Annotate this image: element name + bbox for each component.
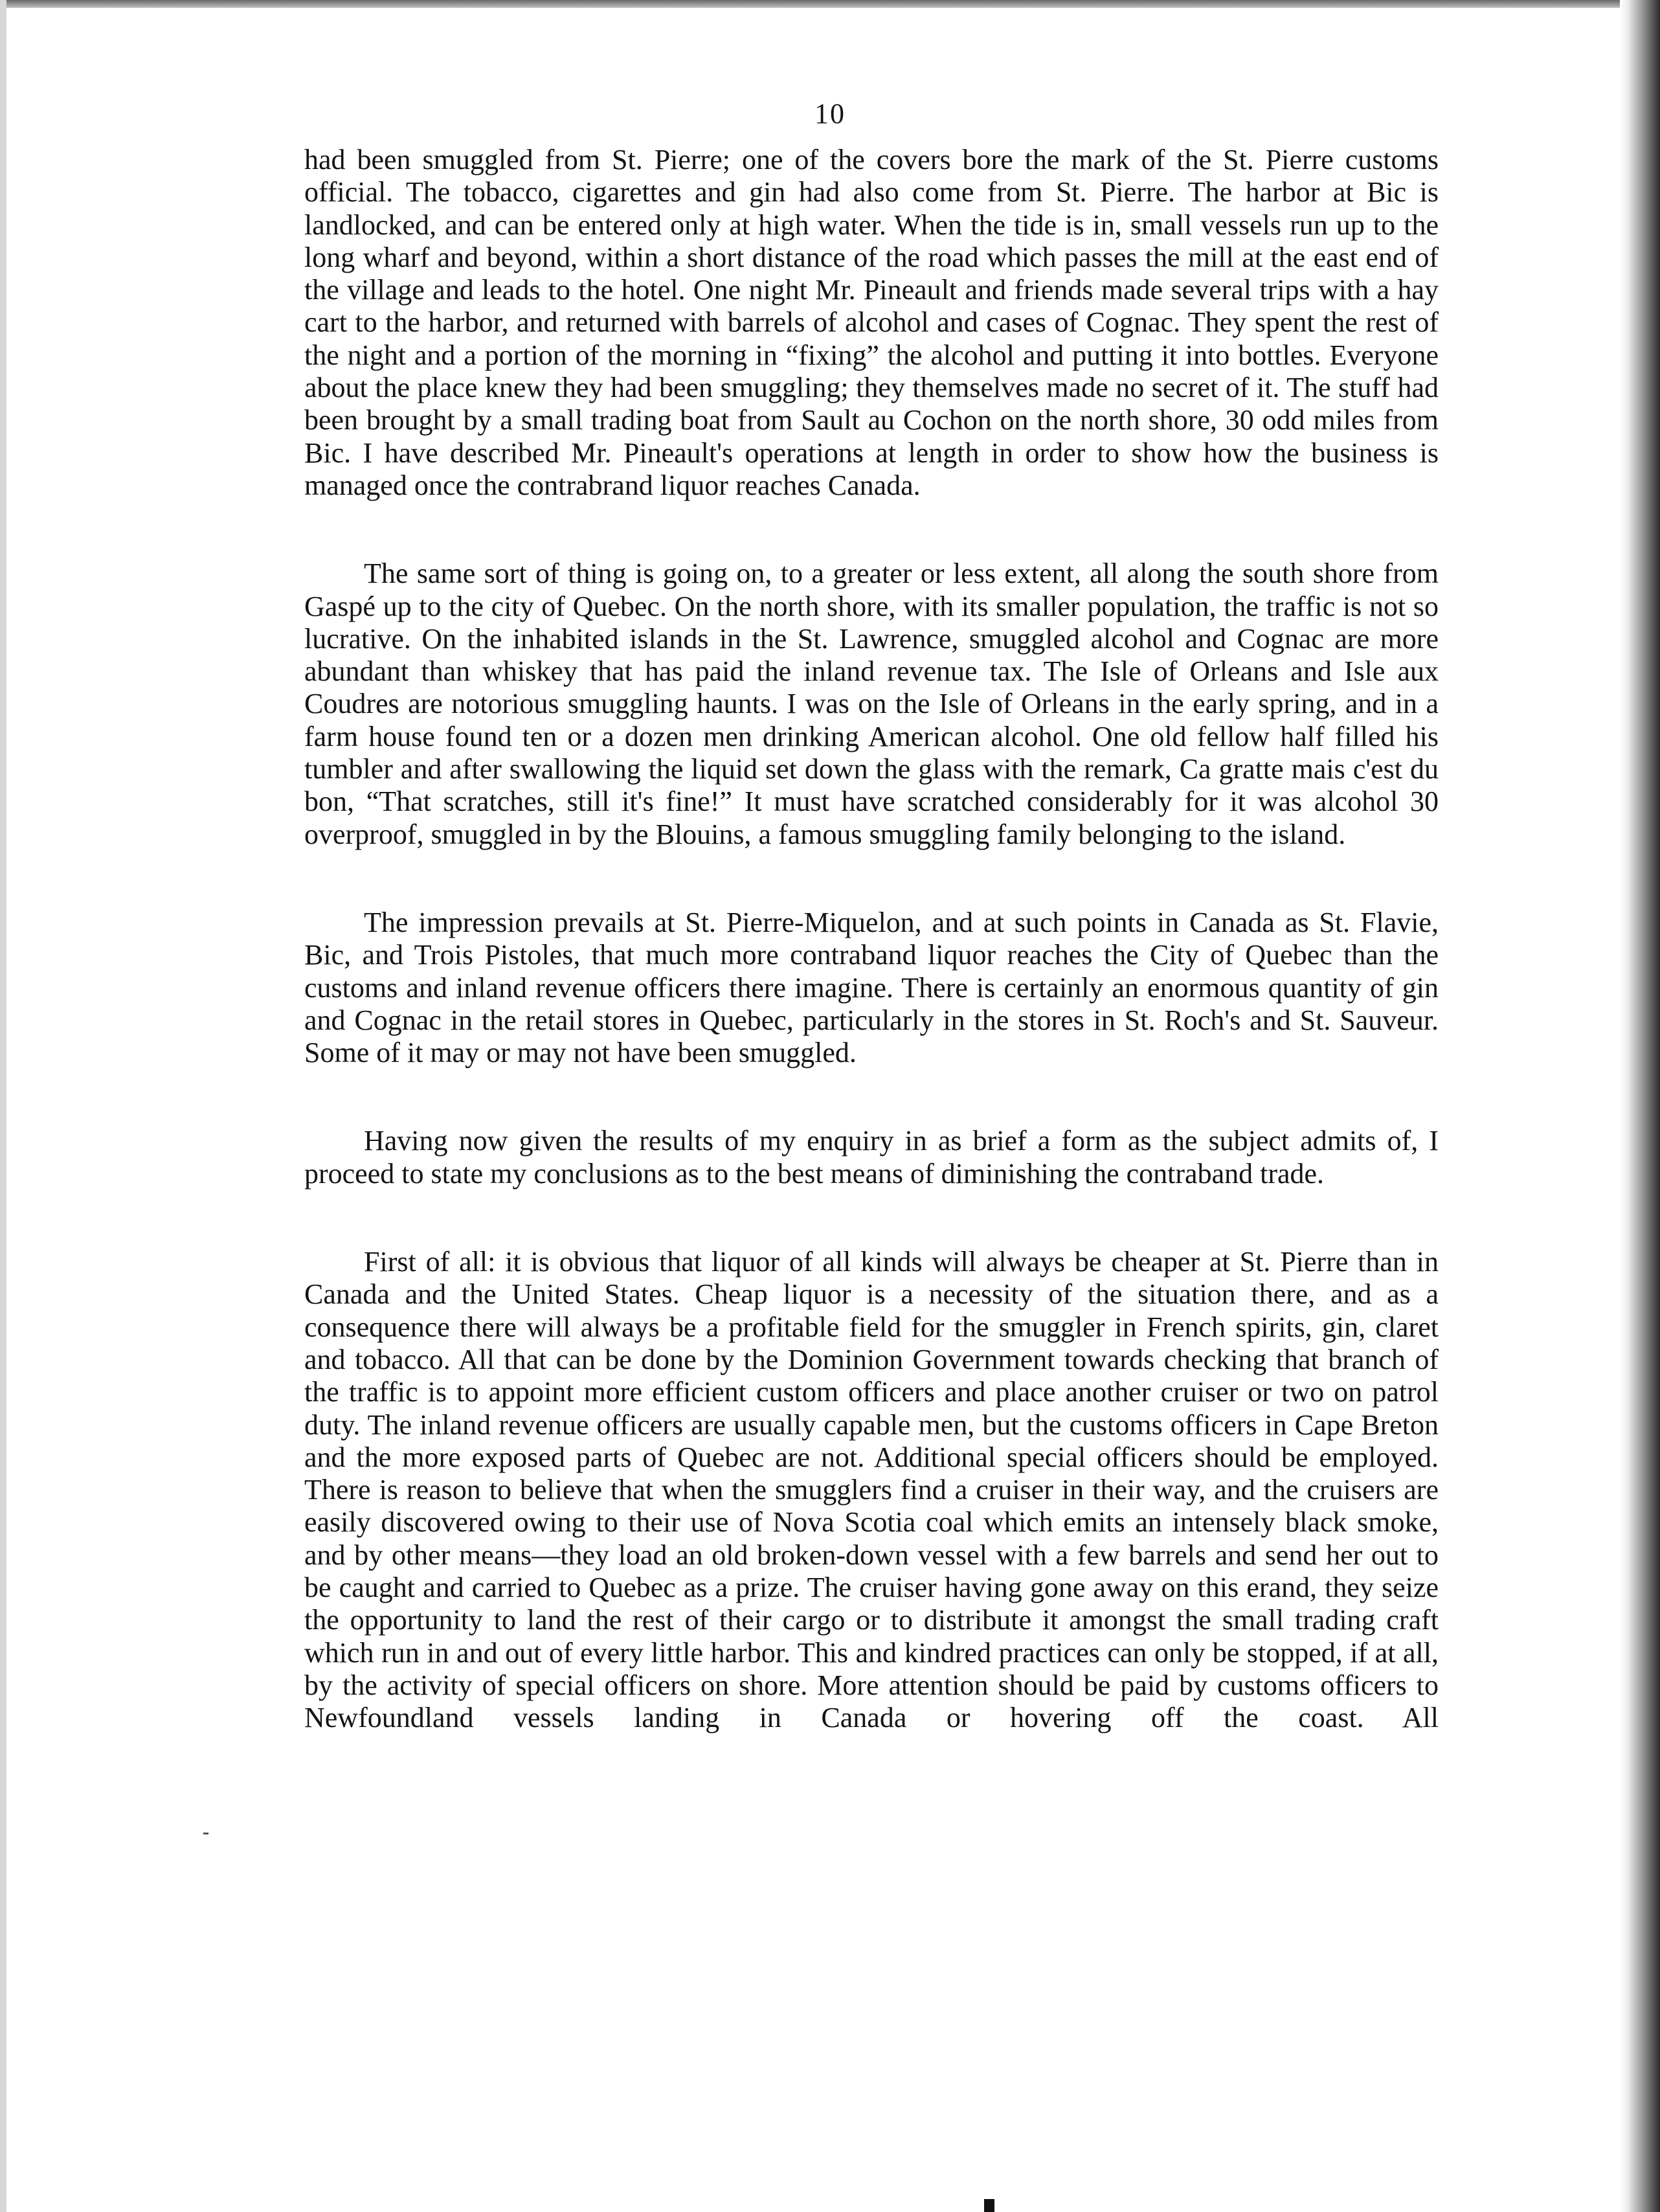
binding-mark [984, 2199, 994, 2212]
paragraph-south-shore: The same sort of thing is going on, to a greater or less extent, all along the south shore from Gaspé up to the city of Quebec. On the north shore, with its smaller population, the traffic is not so lucrative. On the inhabited islands in the St. Lawrence, smuggled alcohol and Cognac are more abundant than whiskey that has paid the inland revenue tax. The Isle of Orleans and Isle aux Coudres are notorious smuggling haunts. I was on the Isle of Orleans in the early spring, and in a farm house found ten or a dozen men drinking American alcohol. One old fellow half filled his tumbler and after swallowing the liquid set down the glass with the remark, Ca gratte mais c'est du bon, “That scratches, still it's fine!” It must have scratched considerably for it was alcohol 30 overproof, smuggled in by the Blouins, a famous smuggling family belonging to the island. [304, 558, 1439, 850]
scan-edge-left [0, 0, 6, 2212]
paragraph-impression: The impression prevails at St. Pierre-Miquelon, and at such points in Canada as St. Flavie, Bic, and Trois Pistoles, that much more contraband liquor reaches the City of Quebec than the customs and inland revenue officers there imagine. There is certainly an enormous quantity of gin and Cognac in the retail stores in Quebec, particularly in the stores in St. Roch's and St. Sauveur. Some of it may or may not have been smuggled. [304, 906, 1439, 1069]
paragraph-gap [304, 502, 1439, 558]
paragraph-gap [304, 1069, 1439, 1125]
paragraph-conclusions: Having now given the results of my enquiry in as brief a form as the subject admits of, I proceed to state my conclusions as to the best means of diminishing the contraband trade. [304, 1125, 1439, 1190]
paragraph-gap [304, 1190, 1439, 1246]
text-column [304, 144, 1439, 1734]
stray-ink-mark [203, 1833, 208, 1834]
page-fold-shadow [1620, 0, 1660, 2212]
page-number: 10 [814, 98, 846, 130]
paragraph-gap [304, 851, 1439, 907]
paragraph-continuation: had been smuggled from St. Pierre; one of the covers bore the mark of the St. Pierre customs official. The tobacco, cigarettes and gin had also come from St. Pierre. The harbor at Bic is landlocked, and can be entered only at high water. When the tide is in, small vessels run up to the long wharf and beyond, within a short distance of the road which passes the mill at the east end of the village and leads to the hotel. One night Mr. Pineault and friends made several trips with a hay cart to the harbor, and returned with barrels of alcohol and cases of Cognac. They spent the rest of the night and a portion of the morning in “fixing” the alcohol and putting it into bottles. Everyone about the place knew they had been smuggling; they themselves made no secret of it. The stuff had been brought by a small trading boat from Sault au Cochon on the north shore, 30 odd miles from Bic. I have described Mr. Pineault's operations at length in order to show how the business is managed once the contrabrand liquor reaches Canada. [304, 144, 1439, 501]
paragraph-first-of-all: First of all: it is obvious that liquor of all kinds will always be cheaper at St. Pierre than in Canada and the United States. Cheap liquor is a necessity of the situation there, and as a consequence there will always be a profitable field for the smuggler in French spirits, gin, claret and tobacco. All that can be done by the Dominion Government towards checking that branch of the traffic is to appoint more efficient custom officers and place another cruiser or two on patrol duty. The inland revenue officers are usually capable men, but the customs officers in Cape Breton and the more exposed parts of Quebec are not. Additional special officers should be employed. There is reason to believe that when the smugglers find a cruiser in their way, and the cruisers are easily discovered owing to their use of Nova Scotia coal which emits an intensely black smoke, and by other means—they load an old broken-down vessel with a few barrels and send her out to be caught and carried to Quebec as a prize. The cruiser having gone away on this erand, they seize the opportunity to land the rest of their cargo or to distribute it amongst the small trading craft which run in and out of every little harbor. This and kindred practices can only be stopped, if at all, by the activity of special officers on shore. More attention should be paid by customs officers to Newfoundland vessels landing in Canada or hovering off the coast. All [304, 1246, 1439, 1734]
scan-edge-top [0, 0, 1660, 8]
